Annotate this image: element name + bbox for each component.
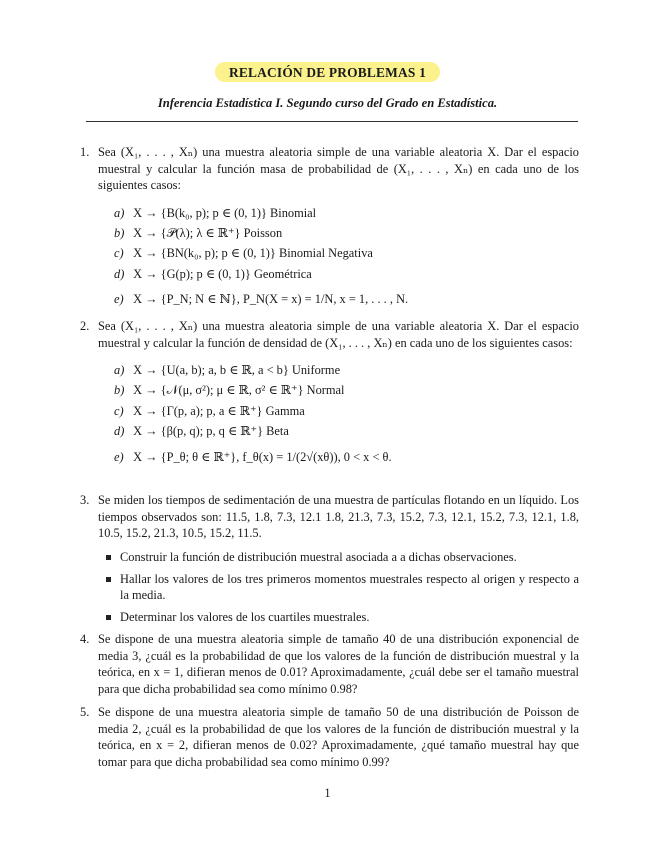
title-block: [0, 62, 655, 82]
case-list: [114, 203, 579, 315]
problem-text: Se dispone de una muestra aleatoria simple de tamaño 50 de una distribución de Poisson de media 2, ¿cuál es la probabilidad de que los valores de la función de distribución muestral y la teórica, en x = 2, difieran menos de 0.02? Aproximadamente, ¿qué tamaño muestral hay que tomar para que dicha probabilidad sea como mínimo 0.99?: [98, 705, 579, 769]
case-label: a): [114, 205, 125, 220]
case-text: X → {Γ(p, a); p, a ∈ ℝ⁺} Gamma: [133, 403, 305, 418]
page-number: 1: [324, 786, 331, 800]
case-item: [114, 442, 579, 472]
case-item: [114, 360, 579, 380]
page-subtitle: Inferencia Estadística I. Segundo curso del Grado en Estadística.: [157, 96, 498, 110]
case-item: [114, 401, 579, 421]
problem-2: [80, 318, 579, 472]
case-text: X → {G(p); p ∈ (0, 1)} Geométrica: [133, 266, 312, 281]
case-label: b): [114, 383, 125, 398]
problem-1: [80, 144, 579, 314]
case-item: [114, 421, 579, 441]
problem-number: 4.: [80, 632, 90, 646]
case-text: X → {β(p, q); p, q ∈ ℝ⁺} Beta: [133, 424, 289, 439]
case-item: [114, 284, 579, 314]
problem-number: 2.: [80, 319, 90, 333]
case-label: d): [114, 266, 125, 281]
problem-4: [80, 631, 579, 697]
case-item: [114, 380, 579, 400]
case-label: a): [114, 363, 125, 377]
header-rule: [86, 121, 578, 122]
problem-text: Se dispone de una muestra aleatoria simple de tamaño 40 de una distribución exponencial de media 3, ¿cuál es la probabilidad de que los valores de la función de distribución muestral y la teórica, en x = 1, difieran menos de 0.01? Aproximadamente, ¿cuál debe ser el tamaño muestral para que dicha probabilidad sea como mínimo 0.98?: [98, 632, 579, 696]
problem-number: 3.: [80, 493, 90, 507]
case-label: b): [114, 225, 125, 240]
case-text: X → {B(k₀, p); p ∈ (0, 1)} Binomial: [133, 205, 317, 220]
problem-3: [80, 492, 579, 631]
problem-text: Sea (X₁, . . . , Xₙ) una muestra aleatoria simple de una variable aleatoria X. Dar el espacio muestral y calcular la función de densidad de (X₁, . . . , Xₙ) en cada uno de los siguientes casos:: [98, 319, 579, 350]
case-text: X → {𝒫(λ); λ ∈ ℝ⁺} Poisson: [133, 225, 283, 240]
case-label: e): [114, 292, 124, 307]
problem-number: 5.: [80, 705, 90, 719]
case-item: [114, 264, 579, 284]
case-text: X → {P_N; N ∈ ℕ}, P_N(X = x) = 1/N, x = 1, . . . , N.: [133, 292, 409, 307]
page-title: RELACIÓN DE PROBLEMAS 1: [215, 62, 440, 82]
case-label: c): [114, 246, 124, 261]
problem-text: Se miden los tiempos de sedimentación de una muestra de partículas flotando en un líquido. Los tiempos observados son: 11.5, 1.8, 7.3, 12.1 1.8, 21.3, 7.3, 15.2, 7.3, 12.1, 15.2, 7.3, 12.1, 1.8, 10.5, 15.2, 21.3, 10.5, 15.2, 11.5.: [98, 493, 579, 540]
case-item: [114, 203, 579, 223]
case-item: [114, 243, 579, 263]
bullet-item: Determinar los valores de los cuartiles muestrales.: [104, 609, 579, 626]
problem-number: 1.: [80, 145, 90, 159]
case-text: X → {BN(k₀, p); p ∈ (0, 1)} Binomial Negativa: [133, 246, 373, 261]
problem-text: Sea (X₁, . . . , Xₙ) una muestra aleatoria simple de una variable aleatoria X. Dar el espacio muestral y calcular la función masa de probabilidad de (X₁, . . . , Xₙ) en cada uno de los siguientes casos:: [98, 145, 579, 192]
case-list: [114, 360, 579, 472]
case-label: c): [114, 403, 124, 418]
problem-5: [80, 704, 579, 770]
bullet-list: [104, 549, 579, 626]
case-item: [114, 223, 579, 243]
bullet-item: Construir la función de distribución muestral asociada a a dichas observaciones.: [104, 549, 579, 566]
case-text: X → {U(a, b); a, b ∈ ℝ, a < b} Uniforme: [133, 363, 341, 377]
case-text: X → {P_θ; θ ∈ ℝ⁺}, f_θ(x) = 1/(2√(xθ)), 0 < x < θ.: [133, 449, 392, 464]
case-label: d): [114, 424, 125, 439]
case-label: e): [114, 449, 124, 464]
bullet-item: Hallar los valores de los tres primeros momentos muestrales respecto al origen y respecto a la media.: [104, 571, 579, 604]
case-text: X → {𝒩(μ, σ²); μ ∈ ℝ, σ² ∈ ℝ⁺} Normal: [133, 383, 345, 398]
